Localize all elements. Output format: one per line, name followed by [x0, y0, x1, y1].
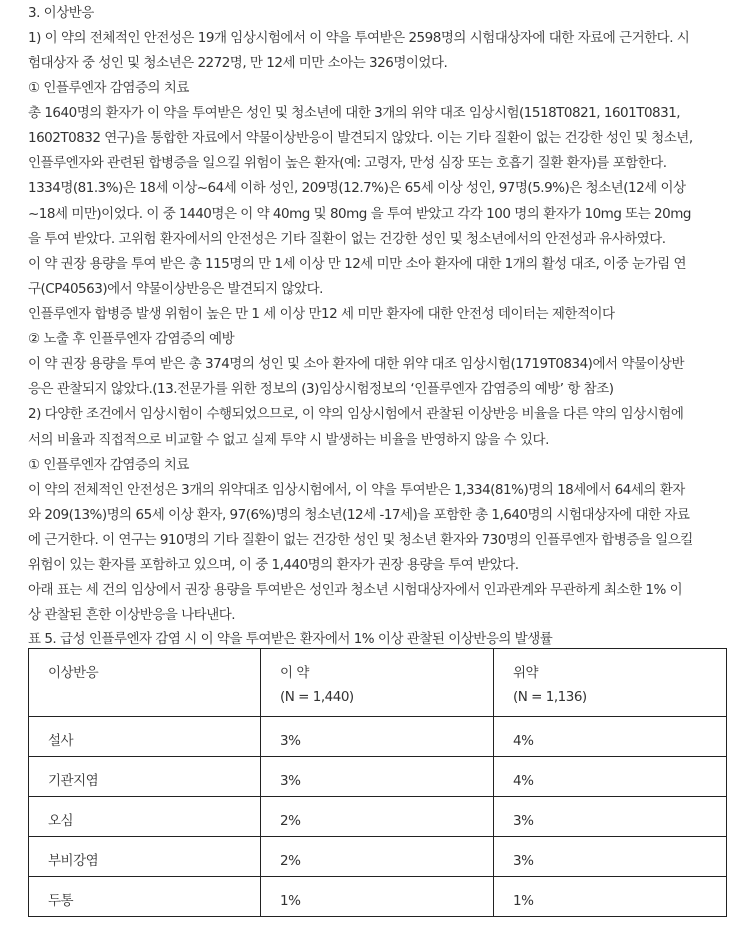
- paragraph-line: 구(CP40563)에서 약물이상반응은 발견되지 않았다.: [28, 281, 323, 297]
- drug-rate-cell: 3%: [261, 757, 494, 797]
- paragraph-line: 응은 관찰되지 않았다.(13.전문가를 위한 정보의 (3)임상시험정보의 ‘인플루엔자 감염증의 예방’ 항 참조): [28, 381, 614, 397]
- paragraph-line: 아래 표는 세 건의 임상에서 권장 용량을 투여받은 성인과 청소년 시험대상자에서 인과관계와 무관하게 최소한 1% 이: [28, 582, 683, 598]
- paragraph-line: 험대상자 중 성인 및 청소년은 2272명, 만 12세 미만 소아는 326명이었다.: [28, 55, 448, 71]
- paragraph-line: 이 약의 전체적인 안전성은 3개의 위약대조 임상시험에서, 이 약을 투여받은 1,334(81%)명의 18세에서 64세의 환자: [28, 482, 685, 498]
- header-label: 이상반응: [48, 665, 99, 681]
- placebo-rate-cell: 4%: [494, 717, 727, 757]
- reaction-cell: 기관지염: [29, 757, 261, 797]
- paragraph-line: ~18세 미만)이었다. 이 중 1440명은 이 약 40mg 및 80mg 을 투여 받았고 각각 100 명의 환자가 10mg 또는 20mg: [28, 206, 691, 222]
- paragraph-line: 에 근거한다. 이 연구는 910명의 기타 질환이 없는 건강한 성인 및 청소년 환자와 730명의 인플루엔자 합병증을 일으킬: [28, 532, 693, 548]
- header-label: 이 약: [280, 665, 309, 681]
- placebo-rate-cell: 1%: [494, 877, 727, 917]
- reaction-cell: 부비강염: [29, 837, 261, 877]
- header-cell-drug: [261, 649, 494, 717]
- section-heading: 3. 이상반응: [28, 5, 94, 21]
- subsection-heading: ① 인플루엔자 감염증의 치료: [28, 80, 189, 96]
- header-cell-reaction: [29, 649, 261, 717]
- table-row: [29, 797, 727, 837]
- subsection-heading: ① 인플루엔자 감염증의 치료: [28, 457, 189, 473]
- table-row: [29, 757, 727, 797]
- drug-rate-cell: 1%: [261, 877, 494, 917]
- reaction-cell: 설사: [29, 717, 261, 757]
- paragraph-line: 이 약 권장 용량을 투여 받은 총 115명의 만 1세 이상 만 12세 미만 소아 환자에 대한 1개의 활성 대조, 이중 눈가림 연: [28, 256, 687, 272]
- table-header-row: [29, 649, 727, 717]
- paragraph-line: 1602T0832 연구)을 통합한 자료에서 약물이상반응이 발견되지 않았다. 이는 기타 질환이 없는 건강한 성인 및 청소년,: [28, 130, 693, 146]
- header-cell-placebo: [494, 649, 727, 717]
- placebo-rate-cell: 3%: [494, 837, 727, 877]
- placebo-rate-cell: 4%: [494, 757, 727, 797]
- paragraph-line: 을 투여 받았다. 고위험 환자에서의 안전성은 기타 질환이 없는 건강한 성인 및 청소년에서의 안전성과 유사하였다.: [28, 231, 666, 247]
- drug-rate-cell: 2%: [261, 797, 494, 837]
- table-caption: 표 5. 급성 인플루엔자 감염 시 이 약을 투여받은 환자에서 1% 이상 관찰된 이상반응의 발생률: [28, 631, 553, 647]
- placebo-rate-cell: 3%: [494, 797, 727, 837]
- subsection-heading: ② 노출 후 인플루엔자 감염증의 예방: [28, 331, 235, 347]
- table-row: [29, 717, 727, 757]
- table-row: [29, 837, 727, 877]
- paragraph-line: 와 209(13%)명의 65세 이상 환자, 97(6%)명의 청소년(12세 -17세)을 포함한 총 1,640명의 시험대상자에 대한 자료: [28, 507, 690, 523]
- paragraph-line: 2) 다양한 조건에서 임상시험이 수행되었으므로, 이 약의 임상시험에서 관찰된 이상반응 비율을 다른 약의 임상시험에: [28, 406, 684, 422]
- paragraph-line: 총 1640명의 환자가 이 약을 투여받은 성인 및 청소년에 대한 3개의 위약 대조 임상시험(1518T0821, 1601T0831,: [28, 105, 681, 121]
- drug-rate-cell: 3%: [261, 717, 494, 757]
- paragraph-line: 이 약 권장 용량을 투여 받은 총 374명의 성인 및 소아 환자에 대한 위약 대조 임상시험(1719T0834)에서 약물이상반: [28, 356, 685, 372]
- paragraph-line: 서의 비율과 직접적으로 비교할 수 없고 실제 투약 시 발생하는 비율을 반영하지 않을 수 있다.: [28, 432, 549, 448]
- paragraph-line: 인플루엔자 합병증 발생 위험이 높은 만 1 세 이상 만12 세 미만 환자에 대한 안전성 데이터는 제한적이다: [28, 306, 615, 322]
- paragraph-line: 상 관찰된 흔한 이상반응을 나타낸다.: [28, 607, 236, 623]
- reaction-cell: 두통: [29, 877, 261, 917]
- header-sample-size: (N = 1,440): [280, 689, 354, 705]
- paragraph-line: 인플루엔자와 관련된 합병증을 일으킬 위험이 높은 환자(예: 고령자, 만성 심장 또는 호흡기 질환 환자)를 포함한다.: [28, 155, 667, 171]
- table-row: [29, 877, 727, 917]
- adverse-reaction-table: [28, 648, 727, 917]
- reaction-cell: 오심: [29, 797, 261, 837]
- header-sample-size: (N = 1,136): [513, 689, 587, 705]
- header-label: 위약: [513, 665, 539, 681]
- drug-rate-cell: 2%: [261, 837, 494, 877]
- paragraph-line: 위험이 있는 환자를 포함하고 있으며, 이 중 1,440명의 환자가 권장 용량을 투여 받았다.: [28, 557, 519, 573]
- paragraph-line: 1) 이 약의 전체적인 안전성은 19개 임상시험에서 이 약을 투여받은 2598명의 시험대상자에 대한 자료에 근거한다. 시: [28, 30, 690, 46]
- paragraph-line: 1334명(81.3%)은 18세 이상~64세 이하 성인, 209명(12.7%)은 65세 이상 성인, 97명(5.9%)은 청소년(12세 이상: [28, 180, 686, 196]
